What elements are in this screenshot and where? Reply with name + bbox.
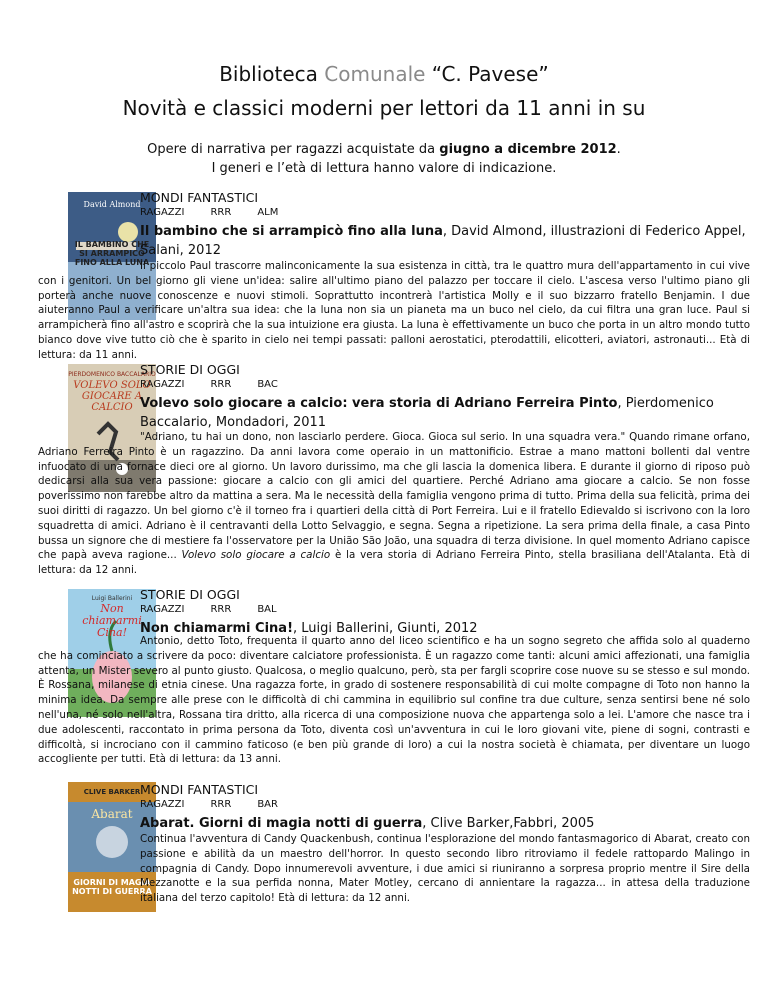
book-citation	[140, 222, 750, 260]
book-author-publisher: , Luigi Ballerini, Giunti, 2012	[293, 621, 478, 636]
library-title	[0, 62, 768, 86]
book-author-publisher: , David Almond, illustrazioni di Federico Appel, Salani, 2012	[140, 224, 746, 258]
shelf-code: RRR	[210, 604, 232, 615]
shelf-codes	[140, 206, 750, 220]
book-description	[140, 832, 750, 906]
book-citation	[140, 814, 750, 833]
description-text: Antonio, detto Toto, frequenta il quarto anno del liceo scientifico e ha un sogno segreto che affida solo al quaderno che ha cominciato a scrivere da poco: diventare calciatore professionista. È un ragazzo come tanti: alcuni amici affezionati, una famiglia attenta, un Mister severo al punto giusto. Qualcosa, o meglio qualcuno, però, sta per fargli scoprire cose nuove su se stesso e sul mondo. È Rossana, milanese di etnia cinese. Una ragazza forte, in grado di sostenere responsabilità di cui molte compagne di Toto non hanno la minima idea. Da sempre alle prese con le difficoltà di chi cammina in equilibrio sul confine tra due culture, senza sentirsi bene né solo nell'una, né solo nell'altra, Rossana tira dritto, alla ricerca di una composizione nuova che appartenga solo a lei. L'amore che nasce tra i due adolescenti, raccontato in prima persona da Toto, diventa così un'avventura in cui le loro giovani vite, piene di sogni, contrasti e difficoltà, si incrociano con il cammino faticoso (e ben più grande di loro) a cui la nostra società è chiamata, per diventare un luogo accogliente per tutti. Età di lettura: da 13 anni.	[38, 635, 750, 766]
book-citation	[140, 394, 750, 432]
book-header	[140, 362, 750, 432]
cover-title: Non chiamarmi Cina!	[82, 603, 142, 637]
intro-text	[0, 140, 768, 178]
shelf-code: RAGAZZI	[140, 799, 185, 810]
book-title: Il bambino che si arrampicò fino alla luna	[140, 224, 443, 239]
title-part-b: Comunale	[324, 62, 426, 86]
shelf-codes	[140, 378, 750, 392]
description-text: "Adriano, tu hai un dono, non lasciarlo perdere. Gioca. Gioca sul serio. In una squadra vera." Quando rimane orfano, Adriano Ferreira Pinto è un ragazzino. Da anni lavora come operaio in un mattonificio. Estrae a mano mattoni bollenti dal ventre infuocato di una fornace dieci ore al giorno. Un lavoro durissimo, ma che gli lascia la domenica libera. E durante il giorno di riposo può dedicarsi alla sua vera passione: giocare a calcio con gli amici del quartiere. Perché Adriano ama giocare a calcio. Se non fosse poverissimo non farebbe altro da mattina a sera. Ma le necessità della famiglia vengono prima di tutto. Prima della sua felicità, prima dei suoi diritti di ragazzo. Un bel giorno c'è il torneo fra i quartieri della città di Port Ferreira. Lui e il fratello Edievaldo si iscrivono con la loro squadretta di amici. Adriano è il centravanti della Lotto Selvaggio, e segna. Segna a ripetizione. La sera prima della finale, a casa Pinto bussa un signore che di mestiere fa l'osservatore per la União São João, una squadra di terza divisione. In quel momento Adriano capisce che papà aveva ragione...	[38, 431, 750, 562]
shelf-code: RRR	[210, 207, 232, 218]
shelf-code: RAGAZZI	[140, 379, 185, 390]
cover-author: David Almond	[83, 200, 141, 209]
intro-line-2: I generi e l’età di lettura hanno valore di indicazione.	[211, 161, 557, 176]
book-description	[38, 634, 750, 767]
genre-label: MONDI FANTASTICI	[140, 782, 259, 797]
book-description	[38, 430, 750, 578]
book-description	[38, 259, 750, 363]
cover-title: VOLEVO SOLO GIOCARE A CALCIO	[73, 380, 151, 413]
page-subtitle: Novità e classici moderni per lettori da 11 anni in su	[122, 96, 646, 120]
shelf-codes	[140, 798, 750, 812]
book-header	[140, 587, 750, 638]
cover-author: Luigi Ballerini	[91, 595, 133, 602]
intro-period: giugno a dicembre 2012	[439, 142, 617, 157]
genre-label: STORIE DI OGGI	[140, 362, 240, 377]
intro-line-1a: Opere di narrativa per ragazzi acquistate da	[147, 142, 440, 157]
book-header	[140, 190, 750, 260]
cover-subtitle: GIORNI DI MAGIA NOTTI DI GUERRA	[72, 878, 152, 896]
book-author-publisher: , Clive Barker,Fabbri, 2005	[422, 816, 595, 831]
book-title: Non chiamarmi Cina!	[140, 621, 293, 636]
cover-title: Abarat	[91, 807, 133, 821]
shelf-code: ALM	[257, 207, 279, 218]
shelf-code: RAGAZZI	[140, 604, 185, 615]
description-text: Il piccolo Paul trascorre malinconicamente la sua esistenza in città, tra le quattro mura dell'appartamento in cui vive con i genitori. Un bel giorno gli viene un'idea: salire all'ultimo piano del palazzo per toccare il cielo. L'ascesa verso l'ultimo piano gli porterà anche nuove conoscenze e nuovi stimoli. Soprattutto incontrerà l'artistica Molly e il suo bizzarro fratello Benjamin. I due aiuteranno Paul a verificare un'altra sua idea: che la luna non sia un pianeta ma un buco nel cielo, da cui filtra una gran luce. Paul si arrampicherà fino all'astro e scoprirà che la sua intuizione era giusta. La luna è effettivamente un buco che porta in un altro mondo tutto bianco dove vive tutto ciò che è sparito in cielo nei tempi passati: palloni aerostatici, pterodattili, elicotteri, aviatori, astronauti... Età di lettura: da 11 anni.	[38, 260, 750, 361]
intro-line-1c: .	[616, 142, 621, 157]
genre-label: STORIE DI OGGI	[140, 587, 240, 602]
shelf-code: BAC	[257, 379, 278, 390]
shelf-code: BAL	[257, 604, 277, 615]
shelf-code: RRR	[210, 379, 232, 390]
book-title: Volevo solo giocare a calcio: vera storia di Adriano Ferreira Pinto	[140, 396, 618, 411]
cover-author: PIERDOMENICO BACCALARIO	[68, 371, 156, 378]
shelf-code: RRR	[210, 799, 232, 810]
shelf-code: BAR	[257, 799, 278, 810]
book-header	[140, 782, 750, 833]
book-title: Abarat. Giorni di magia notti di guerra	[140, 816, 423, 831]
title-part-c: “C. Pavese”	[425, 62, 549, 86]
cover-title: IL BAMBINO CHE SI ARRAMPICÒ FINO ALLA LUNA	[74, 240, 150, 267]
description-end: è la vera storia di Adriano Ferreira Pinto, stella brasiliana dell'Atalanta. Età di lettura: da 12 anni.	[38, 549, 750, 577]
description-italic: Volevo solo giocare a calcio	[181, 549, 331, 562]
shelf-code: RAGAZZI	[140, 207, 185, 218]
title-part-a: Biblioteca	[219, 62, 325, 86]
genre-label: MONDI FANTASTICI	[140, 190, 259, 205]
description-text: Continua l'avventura di Candy Quackenbush, continua l'esplorazione del mondo fantasmagorico di Abarat, creato con passione e abilità da un maestro dell'horror. In questo secondo libro ritroviamo il fedele rattopardo Malingo in compagnia di Candy. Dopo innumerevoli avventure, i due amici si riuniranno a sorpresa proprio mentre il Sire della Mezzanotte e la sua perfida nonna, Mater Motley, cercano di annientare la ragazza... in attesa della traduzione italiana del terzo capitolo! Età di lettura: da 12 anni.	[140, 833, 750, 905]
shelf-codes	[140, 603, 750, 617]
cover-author: CLIVE BARKER	[83, 788, 141, 796]
book-author-publisher: , Pierdomenico Baccalario, Mondadori, 2011	[140, 396, 714, 430]
